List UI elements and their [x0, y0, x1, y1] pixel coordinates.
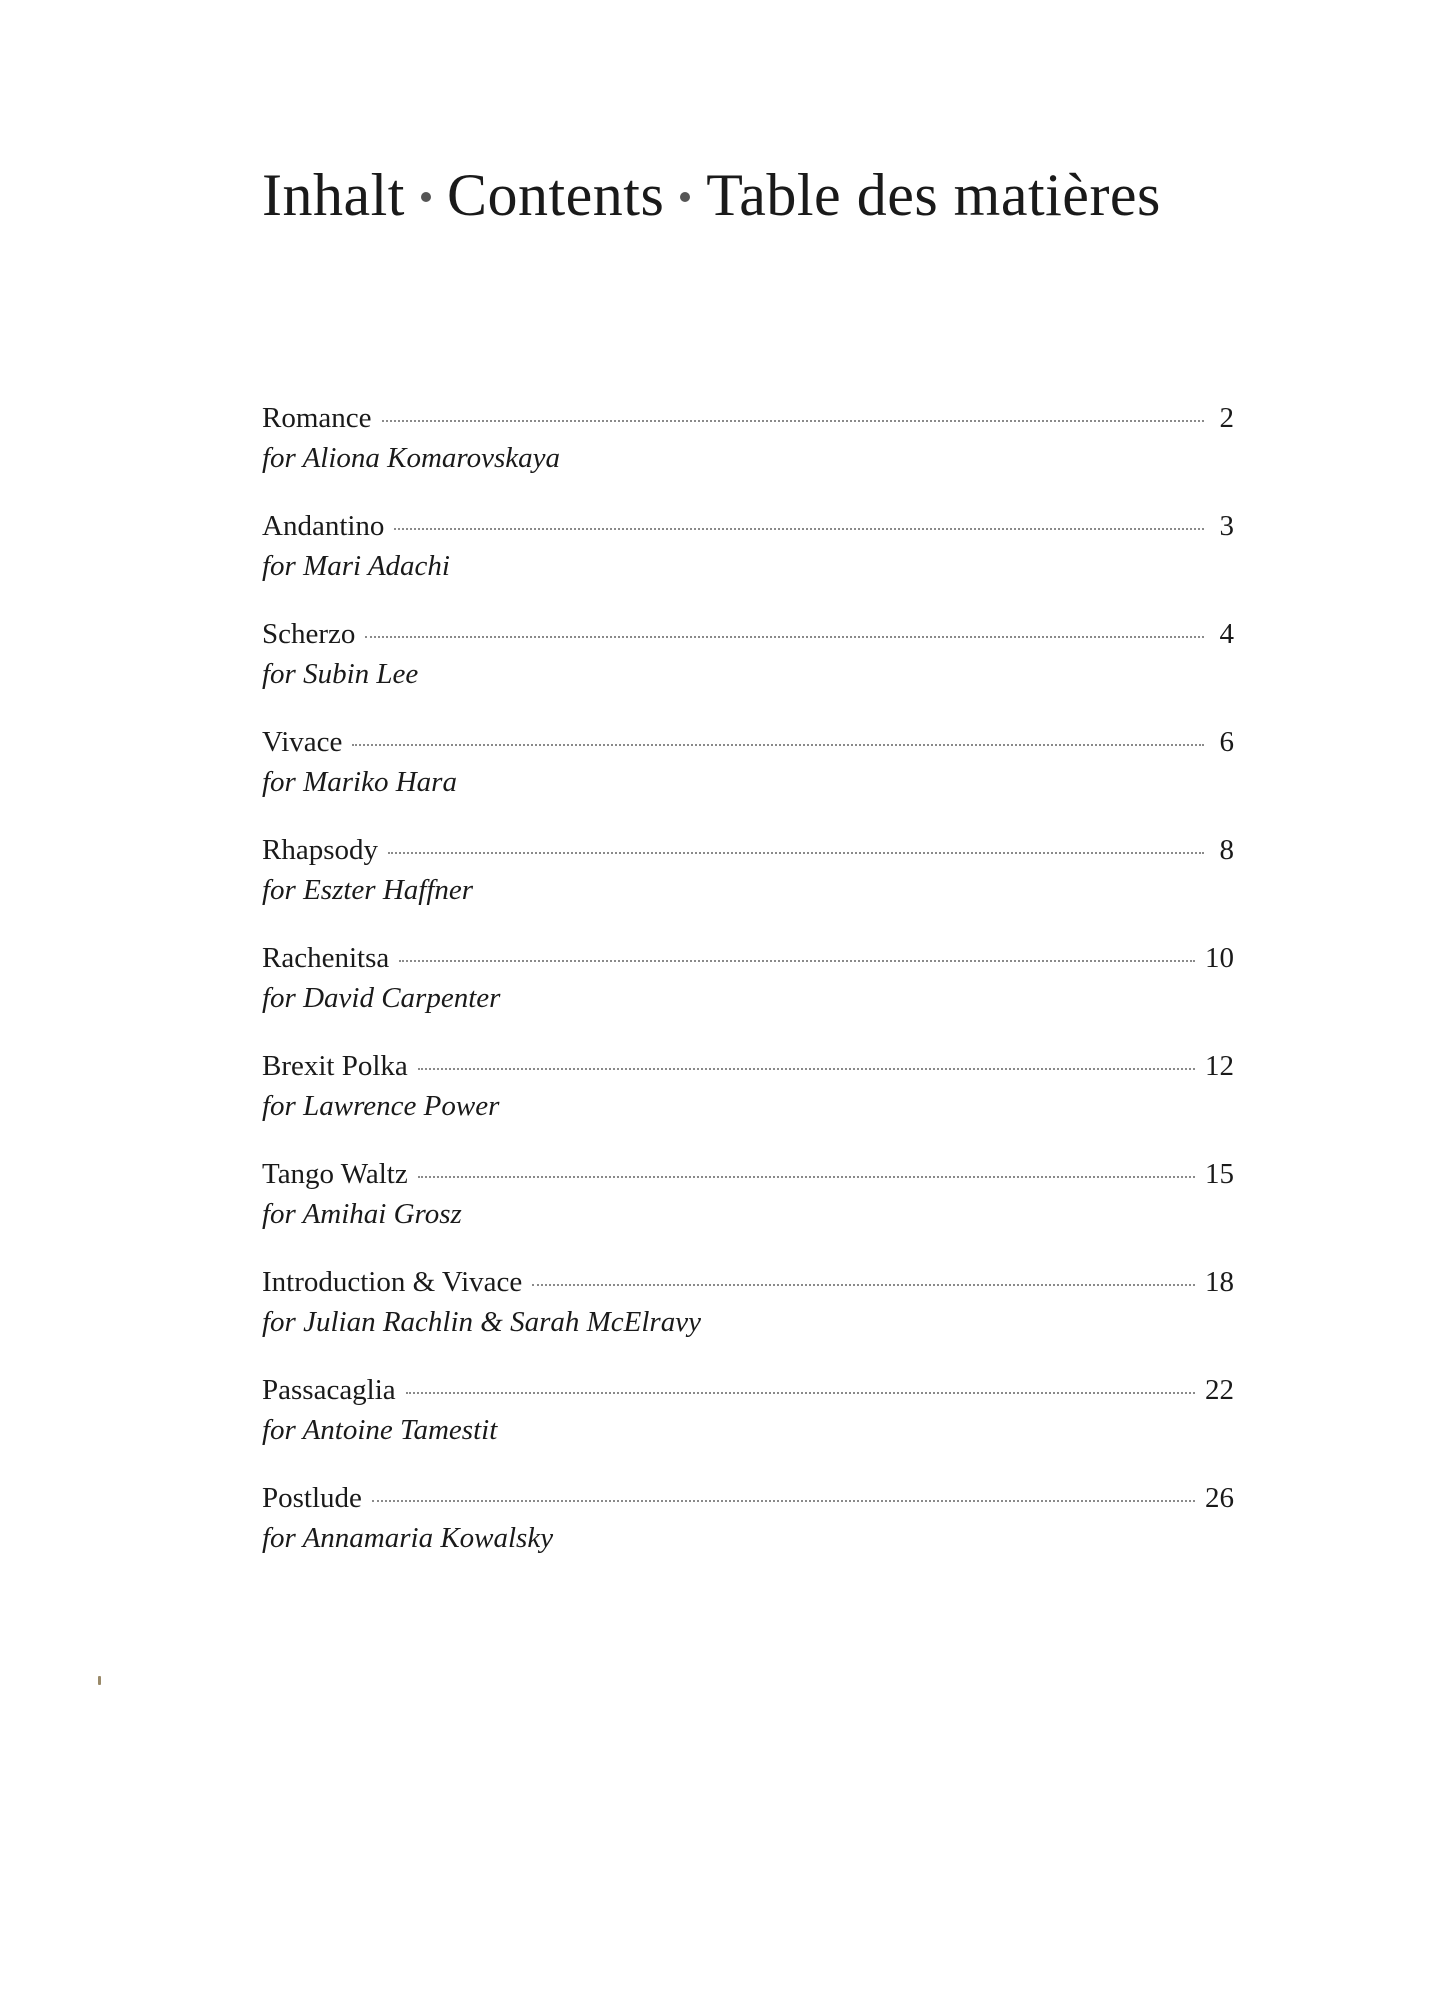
- title-german: Inhalt: [262, 162, 405, 228]
- title-french: Table des matières: [706, 162, 1161, 228]
- page-number: 2: [1219, 402, 1234, 434]
- entry-dedication: for Antoine Tamestit: [262, 1414, 498, 1446]
- dot-leader: [418, 1068, 1195, 1070]
- entry-title: Scherzo: [262, 618, 356, 650]
- entry-title: Introduction & Vivace: [262, 1266, 523, 1298]
- dot-leader: [352, 744, 1204, 746]
- dot-leader: [382, 420, 1204, 422]
- page-number: 26: [1205, 1482, 1234, 1514]
- page-number: 3: [1219, 510, 1234, 542]
- toc-entry[interactable]: [262, 614, 1234, 722]
- page-title: [262, 160, 1161, 230]
- entry-dedication: for Lawrence Power: [262, 1090, 500, 1122]
- entry-dedication: for Julian Rachlin & Sarah McElravy: [262, 1306, 701, 1338]
- toc-entry[interactable]: [262, 1154, 1234, 1262]
- entry-dedication: for Annamaria Kowalsky: [262, 1522, 554, 1554]
- toc-entry[interactable]: [262, 830, 1234, 938]
- entry-title: Tango Waltz: [262, 1158, 408, 1190]
- page-number: 10: [1205, 942, 1234, 974]
- toc-entry[interactable]: [262, 398, 1234, 506]
- bullet-separator-icon: [680, 192, 690, 202]
- toc-entry[interactable]: [262, 1478, 1234, 1586]
- toc-entry[interactable]: [262, 1262, 1234, 1370]
- page-number: 15: [1205, 1158, 1234, 1190]
- page-number: 6: [1219, 726, 1234, 758]
- entry-title: Brexit Polka: [262, 1050, 408, 1082]
- entry-title: Passacaglia: [262, 1374, 396, 1406]
- dot-leader: [532, 1284, 1195, 1286]
- entry-title: Postlude: [262, 1482, 362, 1514]
- entry-dedication: for Aliona Komarovskaya: [262, 442, 561, 474]
- dot-leader: [399, 960, 1195, 962]
- dot-leader: [406, 1392, 1195, 1394]
- table-of-contents: [262, 398, 1234, 1586]
- entry-title: Rhapsody: [262, 834, 378, 866]
- page-number: 18: [1205, 1266, 1234, 1298]
- dot-leader: [388, 852, 1204, 854]
- page-number: 12: [1205, 1050, 1234, 1082]
- entry-title: Vivace: [262, 726, 343, 758]
- dot-leader: [394, 528, 1204, 530]
- dot-leader: [365, 636, 1204, 638]
- toc-entry[interactable]: [262, 938, 1234, 1046]
- entry-title: Romance: [262, 402, 372, 434]
- page-number: 4: [1219, 618, 1234, 650]
- entry-title: Andantino: [262, 510, 385, 542]
- entry-dedication: for Mariko Hara: [262, 766, 457, 798]
- entry-dedication: for Amihai Grosz: [262, 1198, 462, 1230]
- entry-dedication: for Mari Adachi: [262, 550, 450, 582]
- page-number: 22: [1205, 1374, 1234, 1406]
- toc-entry[interactable]: [262, 506, 1234, 614]
- entry-dedication: for Eszter Haffner: [262, 874, 474, 906]
- toc-entry[interactable]: [262, 1046, 1234, 1154]
- entry-dedication: for Subin Lee: [262, 658, 419, 690]
- dot-leader: [418, 1176, 1195, 1178]
- page-number: 8: [1219, 834, 1234, 866]
- scan-speck: [98, 1676, 101, 1685]
- toc-entry[interactable]: [262, 722, 1234, 830]
- title-english: Contents: [446, 162, 665, 228]
- toc-entry[interactable]: [262, 1370, 1234, 1478]
- bullet-separator-icon: [421, 192, 431, 202]
- entry-dedication: for David Carpenter: [262, 982, 501, 1014]
- dot-leader: [372, 1500, 1195, 1502]
- entry-title: Rachenitsa: [262, 942, 390, 974]
